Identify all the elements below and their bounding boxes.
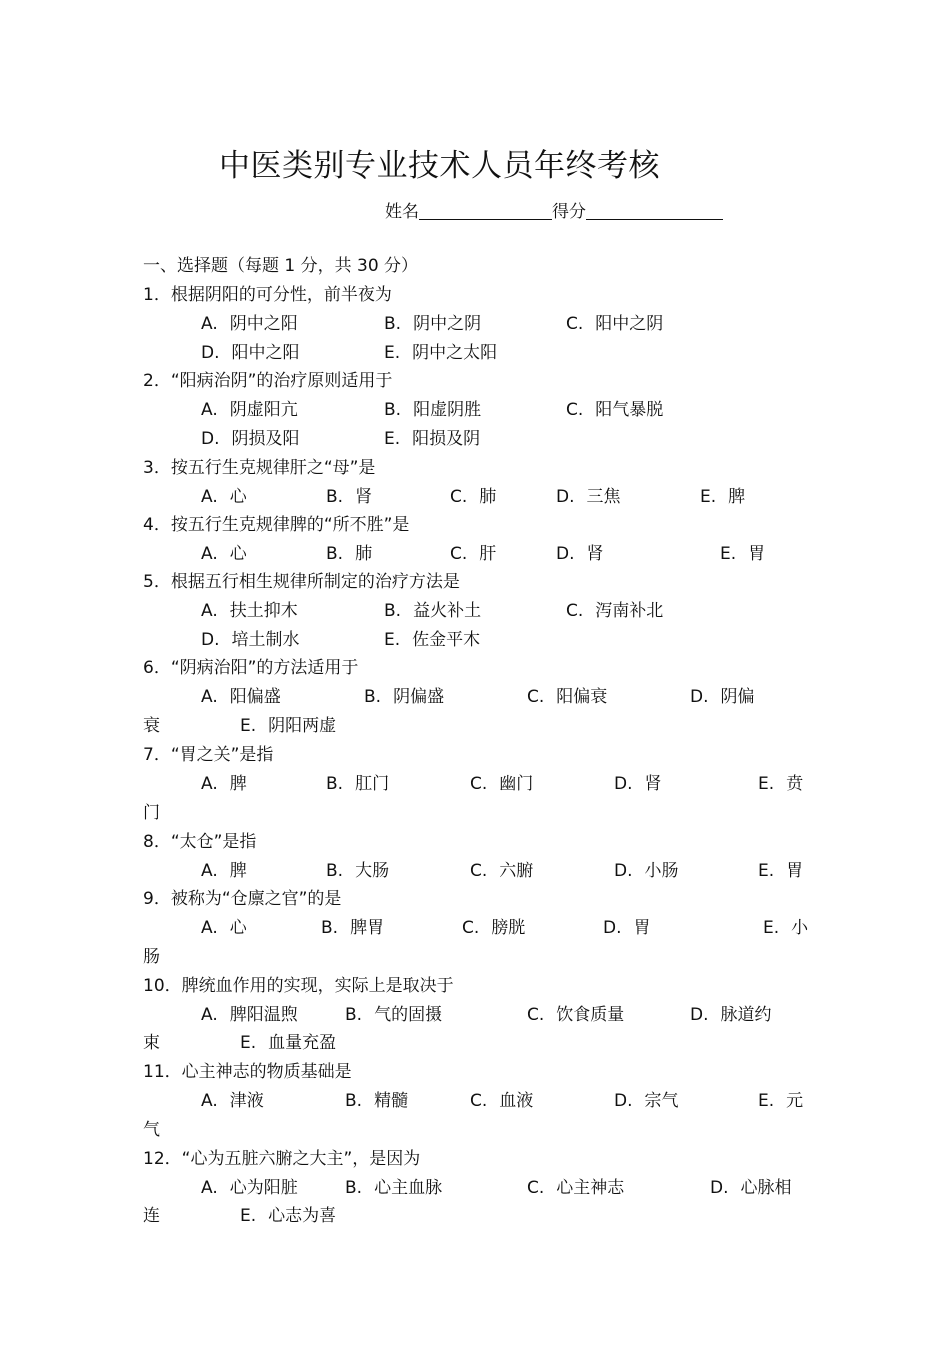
option-d: D. 小肠: [614, 861, 679, 881]
question-stem: 8．“太仓”是指: [143, 832, 257, 852]
question-stem: 12．“心为五脏六腑之大主”，是因为: [143, 1149, 421, 1169]
option-b: B. 肛门: [326, 774, 390, 794]
option-a: A. 阴虚阳亢: [201, 400, 298, 420]
option-a: A. 阳偏盛: [201, 687, 281, 707]
option-a: A. 阴中之阳: [201, 314, 298, 334]
option-a: A. 脾: [201, 861, 247, 881]
question-stem: 4．按五行生克规律脾的“所不胜”是: [143, 515, 410, 535]
option-d: D. 胃: [603, 918, 651, 938]
option-e: E. 佐金平木: [384, 630, 481, 650]
option-c: C. 阳气暴脱: [566, 400, 664, 420]
option-b: B. 脾胃: [321, 918, 385, 938]
option-e: E. 贲: [758, 774, 804, 794]
option-b: B. 肾: [326, 487, 373, 507]
question-stem: 9．被称为“仓廪之官”的是: [143, 889, 342, 909]
option-c: C. 血液: [470, 1091, 534, 1111]
option-a: A. 心: [201, 544, 247, 564]
option-d: D. 宗气: [614, 1091, 679, 1111]
page-title: 中医类别专业技术人员年终考核: [219, 148, 660, 184]
option-d: D. 阴损及阳: [201, 429, 300, 449]
option-a: A. 津液: [201, 1091, 264, 1111]
option-e-wrap: 气: [143, 1120, 160, 1140]
score-blank: [586, 201, 723, 220]
option-e: E. 阴阳两虚: [240, 716, 337, 736]
option-a: A. 脾阳温煦: [201, 1005, 298, 1025]
option-e: E. 胃: [758, 861, 804, 881]
option-b: B. 气的固摄: [345, 1005, 443, 1025]
option-c: C. 心主神志: [527, 1178, 625, 1198]
option-c: C. 饮食质量: [527, 1005, 625, 1025]
option-d: D. 脉道约: [690, 1005, 772, 1025]
option-c: C. 肺: [450, 487, 497, 507]
option-b: B. 阴偏盛: [364, 687, 445, 707]
name-score-line: [385, 197, 723, 222]
option-d: D. 三焦: [556, 487, 621, 507]
option-a: A. 心: [201, 918, 247, 938]
option-c: C. 阳偏衰: [527, 687, 608, 707]
option-e: E. 脾: [700, 487, 746, 507]
question-stem: 5．根据五行相生规律所制定的治疗方法是: [143, 572, 460, 592]
option-c: C. 阳中之阴: [566, 314, 664, 334]
option-e: E. 小: [763, 918, 809, 938]
option-b: B. 精髓: [345, 1091, 409, 1111]
option-a: A. 脾: [201, 774, 247, 794]
section-title: 一、选择题（每题 1 分，共 30 分）: [143, 256, 419, 276]
option-d: D. 心脉相: [710, 1178, 792, 1198]
name-blank: [419, 201, 552, 220]
option-d-wrap: 衰: [143, 716, 160, 736]
option-b: B. 心主血脉: [345, 1178, 443, 1198]
option-e: E. 阴中之太阳: [384, 343, 498, 363]
question-stem: 10．脾统血作用的实现，实际上是取决于: [143, 976, 454, 996]
option-e-wrap: 肠: [143, 947, 160, 967]
option-b: B. 肺: [326, 544, 373, 564]
option-a: A. 心: [201, 487, 247, 507]
option-b: B. 大肠: [326, 861, 390, 881]
question-stem: 3．按五行生克规律肝之“母”是: [143, 458, 376, 478]
option-c: C. 泻南补北: [566, 601, 664, 621]
option-e: E. 心志为喜: [240, 1206, 337, 1226]
option-b: B. 阳虚阴胜: [384, 400, 482, 420]
option-b: B. 阴中之阴: [384, 314, 482, 334]
option-b: B. 益火补土: [384, 601, 482, 621]
option-e: E. 胃: [720, 544, 766, 564]
option-c: C. 膀胱: [462, 918, 526, 938]
option-a: A. 心为阳脏: [201, 1178, 298, 1198]
option-d: D. 阴偏: [690, 687, 755, 707]
question-stem: 1．根据阴阳的可分性，前半夜为: [143, 285, 392, 305]
option-c: C. 幽门: [470, 774, 534, 794]
question-stem: 7．“胃之关”是指: [143, 745, 274, 765]
question-stem: 11．心主神志的物质基础是: [143, 1062, 352, 1082]
score-label: 得分: [552, 202, 586, 222]
option-d: D. 肾: [556, 544, 604, 564]
option-c: C. 六腑: [470, 861, 534, 881]
option-e: E. 阳损及阴: [384, 429, 481, 449]
option-d-wrap: 连: [143, 1206, 160, 1226]
option-e: E. 血量充盈: [240, 1033, 337, 1053]
option-d: D. 肾: [614, 774, 662, 794]
question-stem: 2．“阳病治阴”的治疗原则适用于: [143, 371, 393, 391]
option-e: E. 元: [758, 1091, 804, 1111]
name-label: 姓名: [385, 202, 419, 222]
option-e-wrap: 门: [143, 803, 160, 823]
option-d: D. 培土制水: [201, 630, 300, 650]
option-d: D. 阳中之阳: [201, 343, 300, 363]
option-c: C. 肝: [450, 544, 497, 564]
question-stem: 6．“阴病治阳”的方法适用于: [143, 658, 359, 678]
option-d-wrap: 束: [143, 1033, 160, 1053]
option-a: A. 扶土抑木: [201, 601, 298, 621]
